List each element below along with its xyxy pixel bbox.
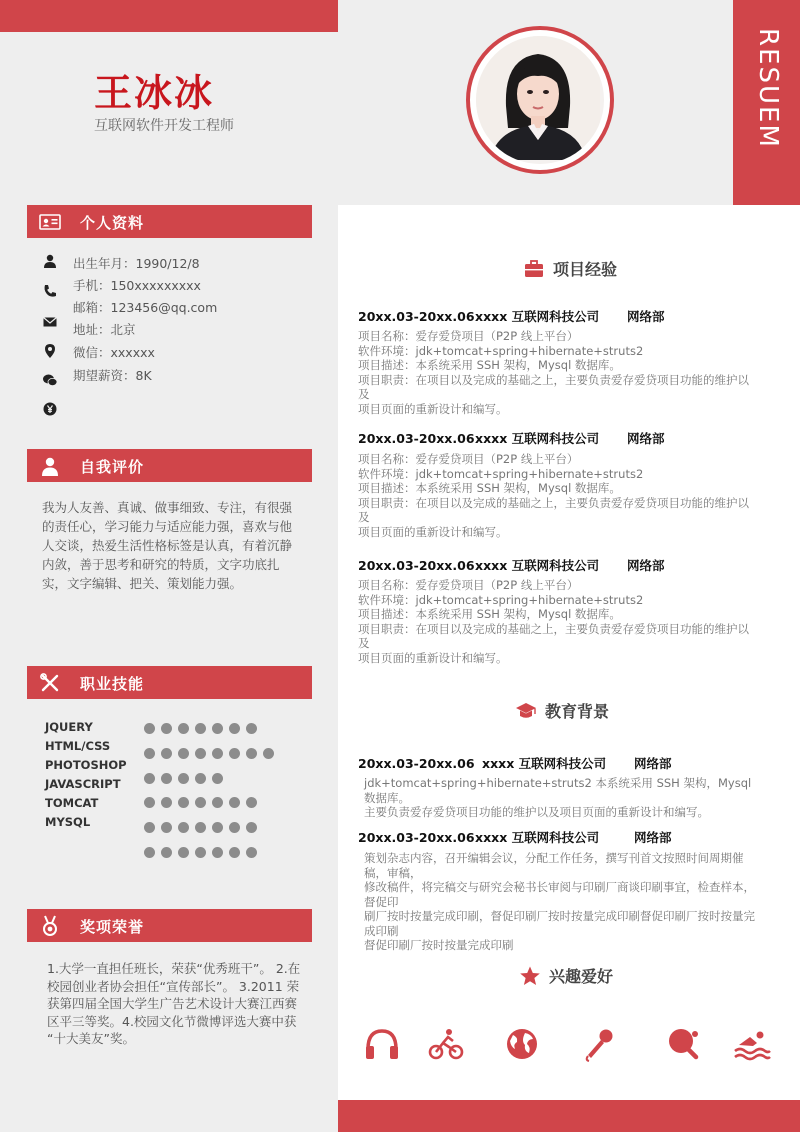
education-entry-details xyxy=(364,776,764,820)
entry-company: xxxx 互联网科技公司 xyxy=(482,756,607,771)
entry-date: 20xx.03-20xx.06 xyxy=(358,309,475,324)
skill-dot xyxy=(195,723,206,734)
awards-text: 1.大学一直担任班长，荣获“优秀班干”。 2.在校园创业者协会担任“宣传部长”。 3.2011 荣获第四届全国大学生广告艺术设计大赛江西赛区平三等奖。4.校园文化节微博评选大赛中获 “十大美友”奖。 xyxy=(47,961,301,1046)
skill-dot xyxy=(212,797,223,808)
skill-name: TOMCAT xyxy=(45,796,99,810)
skill-name: JQUERY xyxy=(45,720,93,734)
tools-icon xyxy=(39,672,61,694)
experience-entry-details xyxy=(358,578,758,665)
skill-level-dots xyxy=(144,748,274,759)
skill-dot xyxy=(229,797,240,808)
detail-line: 项目描述：本系统采用 SSH 架构，Mysql 数据库。 xyxy=(358,607,621,621)
skill-dot xyxy=(178,847,189,858)
skill-dot xyxy=(161,797,172,808)
education-entry-header xyxy=(358,828,672,846)
mail-icon xyxy=(42,314,58,330)
skill-dot xyxy=(195,847,206,858)
candidate-name: 王冰冰 xyxy=(94,71,215,115)
cycling-icon xyxy=(427,1025,465,1063)
skill-dot xyxy=(161,822,172,833)
yen-coin-icon xyxy=(42,401,58,417)
detail-line: 项目名称：爱存爱贷项目（P2P 线上平台） xyxy=(358,578,579,592)
detail-line: jdk+tomcat+spring+hibernate+struts2 本系统采用 SSH 架构，Mysql 数据库。 xyxy=(364,776,752,805)
briefcase-icon xyxy=(523,258,545,280)
phone-icon xyxy=(42,283,58,299)
info-birth: 出生年月：1990/12/8 xyxy=(73,256,200,271)
skill-name: JAVASCRIPT xyxy=(45,777,121,791)
skill-dot xyxy=(161,748,172,759)
skill-level-dots xyxy=(144,797,257,808)
skill-dot xyxy=(178,797,189,808)
skill-dot xyxy=(229,847,240,858)
detail-line: 刷厂按时按量完成印刷，督促印刷厂按时按量完成印刷督促印刷厂按时按量完成印刷 xyxy=(364,909,755,938)
education-entry-header xyxy=(358,754,672,772)
skill-dot xyxy=(144,748,155,759)
skill-dot xyxy=(144,797,155,808)
detail-line: 软件环境：jdk+tomcat+spring+hibernate+struts2 xyxy=(358,466,644,481)
section-title: 职业技能 xyxy=(80,675,145,693)
skill-dot xyxy=(212,847,223,858)
detail-line: 项目页面的重新设计和编写。 xyxy=(358,401,508,416)
detail-line: 项目名称：爱存爱贷项目（P2P 线上平台） xyxy=(358,452,579,466)
skill-level-dots xyxy=(144,822,257,833)
skill-dot xyxy=(212,723,223,734)
skill-dot xyxy=(161,847,172,858)
skill-dot xyxy=(144,822,155,833)
skill-name: MYSQL xyxy=(45,815,91,829)
skill-dot xyxy=(195,822,206,833)
medal-icon xyxy=(39,915,61,937)
experience-entry-header xyxy=(358,429,665,447)
section-header-awards xyxy=(27,909,312,942)
bottom-accent-bar xyxy=(338,1100,800,1132)
job-title: 互联网软件开发工程师 xyxy=(94,118,234,134)
skill-dot xyxy=(195,773,206,784)
section-title: 个人资料 xyxy=(80,214,145,232)
side-banner-text: RESUEM xyxy=(753,28,783,149)
skill-dot xyxy=(178,723,189,734)
headphones-icon xyxy=(363,1025,401,1063)
info-wechat: 微信：xxxxxx xyxy=(73,345,155,360)
info-address: 地址：北京 xyxy=(73,322,136,337)
person-icon xyxy=(42,253,58,269)
skill-dot xyxy=(229,748,240,759)
entry-company: xxxx 互联网科技公司 xyxy=(475,309,600,324)
entry-date: 20xx.03-20xx.06 xyxy=(358,756,475,771)
skill-dot xyxy=(212,822,223,833)
detail-line: 项目职责：在项目以及完成的基础之上，主要负责爱存爱贷项目功能的维护以及 xyxy=(358,621,749,650)
education-entry-details xyxy=(364,851,764,953)
skill-dot xyxy=(161,773,172,784)
skill-name: HTML/CSS xyxy=(45,739,111,753)
self-evaluation-text: 我为人友善、真诚、做事细致、专注，有很强的责任心，学习能力与适应能力强，喜欢与他人交谈，热爱生活性格标签是认真，有着沉静内敛，善于思考和研究的特质，文字功底扎实，文字编辑、把关、策划能力强。 xyxy=(42,500,293,591)
section-header-self-eval xyxy=(27,449,312,482)
info-phone: 手机：150xxxxxxxxx xyxy=(73,278,201,293)
skill-dot xyxy=(195,748,206,759)
skill-dot xyxy=(246,822,257,833)
skill-dot xyxy=(246,723,257,734)
experience-entry-details xyxy=(358,329,758,416)
detail-line: 项目职责：在项目以及完成的基础之上，主要负责爱存爱贷项目功能的维护以及 xyxy=(358,372,749,401)
profile-photo xyxy=(476,36,604,164)
microphone-icon xyxy=(580,1025,618,1063)
skill-level-dots xyxy=(144,847,257,858)
entry-dept: 网络部 xyxy=(627,309,665,324)
top-accent-bar xyxy=(0,0,338,32)
entry-date: 20xx.03-20xx.06 xyxy=(358,558,475,573)
skill-name: PHOTOSHOP xyxy=(45,758,127,772)
section-title: 自我评价 xyxy=(80,458,145,476)
side-banner xyxy=(733,0,800,205)
detail-line: 项目描述：本系统采用 SSH 架构，Mysql 数据库。 xyxy=(358,481,621,495)
entry-dept: 网络部 xyxy=(634,756,672,771)
skill-dot xyxy=(178,748,189,759)
skill-dot xyxy=(246,847,257,858)
person-icon xyxy=(39,455,61,477)
star-icon xyxy=(519,965,541,987)
skill-level-dots xyxy=(144,773,223,784)
detail-line: 策划杂志内容，召开编辑会议，分配工作任务，撰写刊首文按照时间周期催稿，审稿， xyxy=(364,851,744,880)
education-heading-label: 教育背景 xyxy=(545,702,610,721)
hobbies-heading xyxy=(519,964,613,987)
info-email: 邮箱：123456@qq.com xyxy=(73,300,218,315)
experience-entry-header xyxy=(358,307,665,325)
skill-dot xyxy=(144,847,155,858)
globe-icon xyxy=(503,1025,541,1063)
entry-dept: 网络部 xyxy=(634,830,672,845)
section-header-skills xyxy=(27,666,312,699)
detail-line: 修改稿件，将完稿交与研究会秘书长审阅与印刷厂商谈印刷事宜，检查样本，督促印 xyxy=(364,880,755,909)
skill-level-dots xyxy=(144,723,257,734)
entry-date: 20xx.03-20xx.06 xyxy=(358,830,475,845)
skill-dot xyxy=(246,797,257,808)
skill-dot xyxy=(263,748,274,759)
detail-line: 项目描述：本系统采用 SSH 架构，Mysql 数据库。 xyxy=(358,358,621,372)
detail-line: 软件环境：jdk+tomcat+spring+hibernate+struts2 xyxy=(358,592,644,607)
skill-dot xyxy=(178,773,189,784)
detail-line: 主要负责爱存爱贷项目功能的维护以及项目页面的重新设计和编写。 xyxy=(364,805,709,819)
skill-dot xyxy=(161,723,172,734)
graduation-cap-icon xyxy=(515,700,537,722)
ping-pong-icon xyxy=(664,1025,702,1063)
detail-line: 项目页面的重新设计和编写。 xyxy=(358,524,508,539)
entry-dept: 网络部 xyxy=(627,558,665,573)
detail-line: 督促印刷厂按时按量完成印刷 xyxy=(364,938,514,952)
experience-heading-label: 项目经验 xyxy=(553,260,618,279)
skill-dot xyxy=(246,748,257,759)
profile-photo-frame xyxy=(466,26,614,174)
skill-dot xyxy=(144,723,155,734)
entry-company: xxxx 互联网科技公司 xyxy=(475,558,600,573)
id-card-icon xyxy=(39,211,61,233)
entry-company: xxxx 互联网科技公司 xyxy=(475,830,600,845)
skill-dot xyxy=(229,723,240,734)
detail-line: 项目职责：在项目以及完成的基础之上，主要负责爱存爱贷项目功能的维护以及 xyxy=(358,495,749,524)
experience-heading xyxy=(523,257,617,280)
skill-dot xyxy=(144,773,155,784)
entry-dept: 网络部 xyxy=(627,431,665,446)
education-heading xyxy=(515,699,609,722)
experience-entry-header xyxy=(358,556,665,574)
skill-dot xyxy=(212,748,223,759)
detail-line: 项目页面的重新设计和编写。 xyxy=(358,650,508,665)
hobbies-heading-label: 兴趣爱好 xyxy=(549,967,614,986)
experience-entry-details xyxy=(358,452,758,539)
skill-dot xyxy=(212,773,223,784)
detail-line: 软件环境：jdk+tomcat+spring+hibernate+struts2 xyxy=(358,343,644,358)
skill-dot xyxy=(178,822,189,833)
wechat-icon xyxy=(42,372,58,388)
swimming-icon xyxy=(733,1025,771,1063)
info-salary: 期望薪资：8K xyxy=(73,368,152,383)
section-title: 奖项荣誉 xyxy=(80,918,145,936)
skill-dot xyxy=(195,797,206,808)
skill-dot xyxy=(229,822,240,833)
section-header-personal xyxy=(27,205,312,238)
detail-line: 项目名称：爱存爱贷项目（P2P 线上平台） xyxy=(358,329,579,343)
entry-company: xxxx 互联网科技公司 xyxy=(475,431,600,446)
entry-date: 20xx.03-20xx.06 xyxy=(358,431,475,446)
location-pin-icon xyxy=(42,343,58,359)
